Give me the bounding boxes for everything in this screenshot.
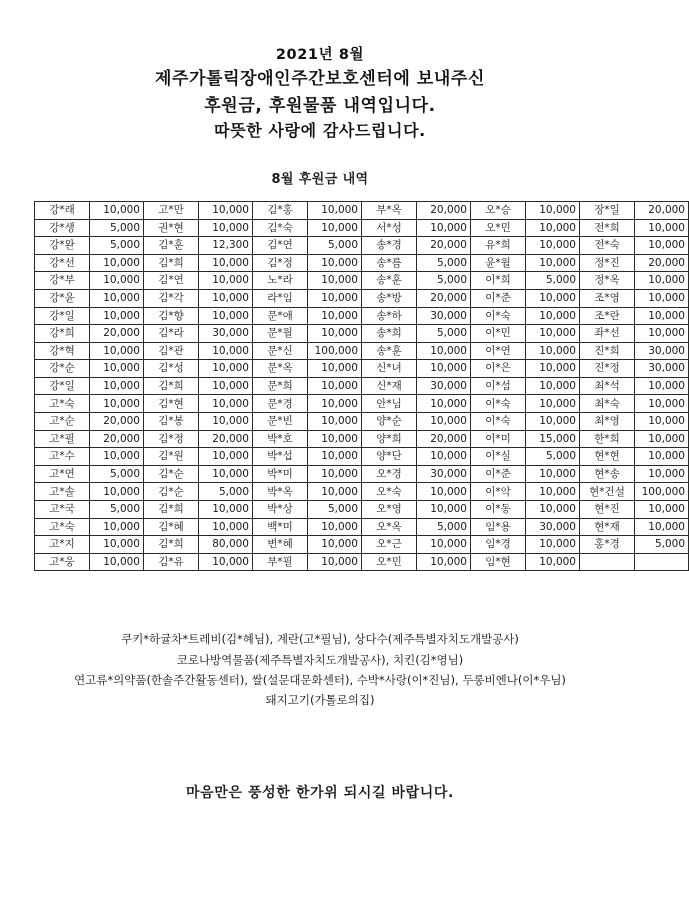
section-subtitle: 8월 후원금 내역	[271, 171, 369, 187]
donor-amount-cell: 5,000	[90, 219, 144, 237]
donor-name-cell: 변*혜	[253, 536, 308, 554]
donor-name-cell: 좌*선	[580, 325, 635, 343]
donor-amount-cell: 20,000	[90, 413, 144, 431]
donor-name-cell: 오*승	[471, 201, 526, 219]
donor-name-cell: 조*영	[580, 289, 635, 307]
donor-amount-cell: 5,000	[526, 272, 580, 290]
donor-amount-cell: 30,000	[635, 342, 689, 360]
donor-name-cell: 이*준	[471, 289, 526, 307]
donor-amount-cell: 10,000	[635, 448, 689, 466]
donor-amount-cell: 10,000	[308, 219, 362, 237]
donor-amount-cell: 10,000	[308, 465, 362, 483]
donor-amount-cell: 10,000	[90, 360, 144, 378]
donor-amount-cell: 10,000	[526, 360, 580, 378]
donor-amount-cell: 10,000	[308, 360, 362, 378]
donor-name-cell: 고*웅	[35, 553, 90, 571]
donor-name-cell: 양*단	[362, 448, 417, 466]
donor-amount-cell: 10,000	[526, 307, 580, 325]
donor-amount-cell: 10,000	[199, 360, 253, 378]
donor-amount-cell: 10,000	[526, 254, 580, 272]
table-cell-empty	[635, 553, 689, 571]
donor-name-cell: 노*라	[253, 272, 308, 290]
donor-amount-cell: 30,000	[199, 325, 253, 343]
donor-amount-cell: 10,000	[199, 307, 253, 325]
donor-name-cell: 서*성	[362, 219, 417, 237]
donor-amount-cell: 10,000	[526, 553, 580, 571]
donor-amount-cell: 10,000	[308, 377, 362, 395]
table-row	[35, 272, 689, 290]
donor-amount-cell: 20,000	[635, 201, 689, 219]
donor-amount-cell: 30,000	[417, 377, 471, 395]
donor-name-cell: 양*희	[362, 430, 417, 448]
donor-name-cell: 김*라	[144, 325, 199, 343]
donor-name-cell: 고*지	[35, 536, 90, 554]
donor-name-cell: 오*옥	[362, 518, 417, 536]
donor-amount-cell: 10,000	[90, 307, 144, 325]
donor-amount-cell: 10,000	[90, 518, 144, 536]
table-row	[35, 553, 689, 571]
donor-name-cell: 문*경	[253, 395, 308, 413]
goods-line-4: 돼지고기(가톨로의집)	[265, 692, 375, 707]
donor-name-cell: 홍*경	[580, 536, 635, 554]
donor-name-cell: 강*래	[35, 201, 90, 219]
goods-line-2: 코로나방역물품(제주특별자치도개발공사), 치킨(김*영님)	[176, 652, 464, 667]
table-row	[35, 465, 689, 483]
donor-name-cell: 김*원	[144, 448, 199, 466]
donor-name-cell: 강*순	[35, 360, 90, 378]
donor-amount-cell: 10,000	[199, 518, 253, 536]
donor-name-cell: 김*희	[144, 501, 199, 519]
donor-name-cell: 전*희	[580, 219, 635, 237]
donor-amount-cell: 10,000	[90, 483, 144, 501]
donor-name-cell: 장*일	[580, 201, 635, 219]
donor-name-cell: 정*옥	[580, 272, 635, 290]
donor-amount-cell: 5,000	[90, 237, 144, 255]
donor-name-cell: 오*영	[362, 501, 417, 519]
donor-amount-cell: 10,000	[199, 395, 253, 413]
donor-amount-cell: 10,000	[635, 325, 689, 343]
donor-amount-cell: 10,000	[635, 518, 689, 536]
donor-name-cell: 이*민	[471, 325, 526, 343]
donor-amount-cell: 20,000	[417, 201, 471, 219]
donor-amount-cell: 10,000	[526, 501, 580, 519]
table-row	[35, 360, 689, 378]
donor-name-cell: 진*정	[580, 360, 635, 378]
donor-name-cell: 김*연	[253, 237, 308, 255]
donor-amount-cell: 5,000	[308, 501, 362, 519]
donor-name-cell: 고*필	[35, 430, 90, 448]
donor-name-cell: 조*란	[580, 307, 635, 325]
donor-amount-cell: 10,000	[417, 342, 471, 360]
donor-name-cell: 김*순	[144, 465, 199, 483]
table-row	[35, 325, 689, 343]
donor-name-cell: 송*훈	[362, 272, 417, 290]
donor-amount-cell: 10,000	[417, 360, 471, 378]
donor-amount-cell: 20,000	[199, 430, 253, 448]
donor-amount-cell: 10,000	[635, 501, 689, 519]
donor-name-cell: 김*봉	[144, 413, 199, 431]
donor-name-cell: 이*은	[471, 360, 526, 378]
donor-amount-cell: 10,000	[199, 219, 253, 237]
donor-amount-cell: 20,000	[635, 254, 689, 272]
donor-amount-cell: 10,000	[199, 448, 253, 466]
donor-name-cell: 김*홍	[253, 201, 308, 219]
donor-amount-cell: 10,000	[526, 219, 580, 237]
donor-name-cell: 송*희	[362, 325, 417, 343]
document-header	[34, 0, 606, 144]
donor-amount-cell: 10,000	[199, 342, 253, 360]
donor-name-cell: 문*월	[253, 325, 308, 343]
donor-name-cell: 송*하	[362, 307, 417, 325]
donor-name-cell: 임*경	[471, 536, 526, 554]
donor-amount-cell: 80,000	[199, 536, 253, 554]
donor-amount-cell: 100,000	[635, 483, 689, 501]
donor-name-cell: 김*현	[144, 395, 199, 413]
donor-amount-cell: 10,000	[635, 272, 689, 290]
donor-amount-cell: 10,000	[526, 237, 580, 255]
donor-name-cell: 강*희	[35, 325, 90, 343]
donor-amount-cell: 10,000	[635, 395, 689, 413]
table-row	[35, 237, 689, 255]
donor-amount-cell: 10,000	[90, 201, 144, 219]
header-line-1: 2021년 8월	[275, 47, 365, 63]
donor-name-cell: 윤*월	[471, 254, 526, 272]
donor-amount-cell: 10,000	[526, 536, 580, 554]
donor-name-cell: 한*희	[580, 430, 635, 448]
donor-name-cell: 진*희	[580, 342, 635, 360]
donor-name-cell: 부*옥	[362, 201, 417, 219]
donor-amount-cell: 10,000	[308, 325, 362, 343]
donor-amount-cell: 20,000	[90, 325, 144, 343]
donor-amount-cell: 10,000	[417, 413, 471, 431]
donor-name-cell: 강*선	[35, 254, 90, 272]
donor-amount-cell: 10,000	[308, 254, 362, 272]
donor-amount-cell: 10,000	[308, 289, 362, 307]
donor-amount-cell: 20,000	[417, 430, 471, 448]
donor-amount-cell: 10,000	[199, 413, 253, 431]
donor-amount-cell: 10,000	[90, 395, 144, 413]
donor-amount-cell: 10,000	[90, 289, 144, 307]
donor-name-cell: 고*국	[35, 501, 90, 519]
table-row	[35, 201, 689, 219]
donor-amount-cell: 20,000	[90, 430, 144, 448]
donor-name-cell: 현*건설	[580, 483, 635, 501]
table-row	[35, 448, 689, 466]
donor-amount-cell: 10,000	[526, 201, 580, 219]
donor-name-cell: 문*빈	[253, 413, 308, 431]
donor-name-cell: 이*희	[471, 272, 526, 290]
donor-name-cell: 이*준	[471, 465, 526, 483]
donor-name-cell: 안*님	[362, 395, 417, 413]
donor-amount-cell: 10,000	[308, 307, 362, 325]
donor-name-cell: 오*민	[471, 219, 526, 237]
donor-amount-cell: 10,000	[308, 413, 362, 431]
donor-name-cell: 김*희	[144, 254, 199, 272]
donor-amount-cell: 10,000	[417, 501, 471, 519]
donor-name-cell: 문*희	[253, 377, 308, 395]
donor-name-cell: 김*성	[144, 360, 199, 378]
table-row	[35, 254, 689, 272]
donor-amount-cell: 30,000	[526, 518, 580, 536]
table-row	[35, 289, 689, 307]
donor-name-cell: 고*연	[35, 465, 90, 483]
donor-amount-cell: 10,000	[635, 413, 689, 431]
donor-amount-cell: 10,000	[90, 377, 144, 395]
donor-amount-cell: 10,000	[90, 342, 144, 360]
donor-amount-cell: 20,000	[417, 237, 471, 255]
donor-name-cell: 김*향	[144, 307, 199, 325]
donor-amount-cell: 10,000	[308, 536, 362, 554]
table-cell-empty	[580, 553, 635, 571]
donations-table	[34, 201, 689, 571]
donor-name-cell: 양*순	[362, 413, 417, 431]
goods-line-1: 쿠키*하귤차*트레비(김*혜님), 계란(고*필님), 상다수(제주특별자치도개발공사)	[121, 632, 519, 647]
table-row	[35, 483, 689, 501]
table-row	[35, 377, 689, 395]
donor-name-cell: 송*경	[362, 237, 417, 255]
donor-name-cell: 김*관	[144, 342, 199, 360]
donor-name-cell: 전*숙	[580, 237, 635, 255]
donor-name-cell: 강*부	[35, 272, 90, 290]
donor-amount-cell: 30,000	[635, 360, 689, 378]
donor-name-cell: 문*애	[253, 307, 308, 325]
donor-name-cell: 유*희	[471, 237, 526, 255]
donor-name-cell: 고*숙	[35, 395, 90, 413]
donor-amount-cell: 10,000	[308, 553, 362, 571]
donor-name-cell: 고*순	[35, 413, 90, 431]
donor-amount-cell: 10,000	[417, 219, 471, 237]
donor-amount-cell: 10,000	[417, 553, 471, 571]
donor-amount-cell: 5,000	[417, 325, 471, 343]
donor-amount-cell: 10,000	[199, 254, 253, 272]
donor-amount-cell: 10,000	[308, 201, 362, 219]
donor-name-cell: 이*미	[471, 430, 526, 448]
donor-amount-cell: 10,000	[635, 430, 689, 448]
donor-amount-cell: 10,000	[199, 377, 253, 395]
donor-amount-cell: 10,000	[526, 377, 580, 395]
donor-name-cell: 김*순	[144, 483, 199, 501]
donor-amount-cell: 10,000	[308, 518, 362, 536]
header-line-2: 제주가톨릭장애인주간보호센터에 보내주신	[155, 69, 485, 90]
donor-amount-cell: 10,000	[526, 289, 580, 307]
donor-name-cell: 박*옥	[253, 483, 308, 501]
donor-name-cell: 송*훈	[362, 342, 417, 360]
donor-amount-cell: 10,000	[526, 395, 580, 413]
donor-name-cell: 고*수	[35, 448, 90, 466]
donor-name-cell: 이*악	[471, 483, 526, 501]
donor-amount-cell: 10,000	[635, 377, 689, 395]
donor-amount-cell: 10,000	[199, 201, 253, 219]
donor-name-cell: 이*연	[471, 342, 526, 360]
donor-amount-cell: 10,000	[199, 465, 253, 483]
donor-name-cell: 김*정	[144, 430, 199, 448]
donor-amount-cell: 5,000	[635, 536, 689, 554]
donor-amount-cell: 5,000	[417, 272, 471, 290]
donor-name-cell: 이*실	[471, 448, 526, 466]
donor-amount-cell: 10,000	[90, 254, 144, 272]
donor-amount-cell: 10,000	[90, 272, 144, 290]
donor-name-cell: 이*숙	[471, 395, 526, 413]
donor-amount-cell: 10,000	[199, 501, 253, 519]
donor-name-cell: 김*유	[144, 553, 199, 571]
donor-amount-cell: 12,300	[199, 237, 253, 255]
donor-amount-cell: 10,000	[308, 395, 362, 413]
header-line-3: 후원금, 후원물품 내역입니다.	[204, 95, 436, 116]
donor-amount-cell: 5,000	[199, 483, 253, 501]
donor-amount-cell: 10,000	[199, 272, 253, 290]
donor-amount-cell: 10,000	[417, 483, 471, 501]
table-row	[35, 430, 689, 448]
donor-amount-cell: 10,000	[308, 483, 362, 501]
donor-amount-cell: 10,000	[417, 395, 471, 413]
donor-name-cell: 임*현	[471, 553, 526, 571]
donor-amount-cell: 10,000	[526, 465, 580, 483]
donor-name-cell: 최*영	[580, 413, 635, 431]
donor-name-cell: 이*동	[471, 501, 526, 519]
donor-amount-cell: 5,000	[90, 465, 144, 483]
donor-amount-cell: 10,000	[526, 342, 580, 360]
donor-name-cell: 오*근	[362, 536, 417, 554]
donor-amount-cell: 15,000	[526, 430, 580, 448]
donor-name-cell: 강*혁	[35, 342, 90, 360]
donor-name-cell: 김*훈	[144, 237, 199, 255]
donor-name-cell: 문*옥	[253, 360, 308, 378]
donor-name-cell: 최*석	[580, 377, 635, 395]
donor-name-cell: 라*임	[253, 289, 308, 307]
donor-name-cell: 권*현	[144, 219, 199, 237]
donor-amount-cell: 10,000	[635, 307, 689, 325]
table-row	[35, 536, 689, 554]
donor-amount-cell: 10,000	[308, 430, 362, 448]
table-row	[35, 501, 689, 519]
goods-line-3: 연고류*의약품(한솔주간활동센터), 쌀(설문대문화센터), 수박*사랑(이*진님), 두롱비엔나(이*우님)	[74, 672, 566, 687]
donor-name-cell: 고*솔	[35, 483, 90, 501]
donor-name-cell: 현*진	[580, 501, 635, 519]
donor-name-cell: 김*숙	[253, 219, 308, 237]
donor-name-cell: 현*재	[580, 518, 635, 536]
donor-name-cell: 오*경	[362, 465, 417, 483]
donor-name-cell: 임*용	[471, 518, 526, 536]
donor-amount-cell: 10,000	[90, 448, 144, 466]
donor-name-cell: 부*필	[253, 553, 308, 571]
donor-name-cell: 이*숙	[471, 307, 526, 325]
donor-name-cell: 정*진	[580, 254, 635, 272]
donor-name-cell: 박*상	[253, 501, 308, 519]
donor-amount-cell: 20,000	[417, 289, 471, 307]
donor-amount-cell: 10,000	[635, 219, 689, 237]
donor-amount-cell: 5,000	[417, 518, 471, 536]
donor-name-cell: 김*연	[144, 272, 199, 290]
donor-name-cell: 강*일	[35, 307, 90, 325]
donor-name-cell: 강*생	[35, 219, 90, 237]
donor-name-cell: 현*송	[580, 465, 635, 483]
donor-name-cell: 김*희	[144, 377, 199, 395]
donor-name-cell: 송*방	[362, 289, 417, 307]
donor-name-cell: 신*재	[362, 377, 417, 395]
donor-amount-cell: 10,000	[526, 325, 580, 343]
donor-name-cell: 오*숙	[362, 483, 417, 501]
donations-table-body	[35, 201, 689, 570]
donor-amount-cell: 10,000	[635, 289, 689, 307]
donor-amount-cell: 10,000	[308, 272, 362, 290]
table-row	[35, 395, 689, 413]
donor-name-cell: 현*현	[580, 448, 635, 466]
donor-name-cell: 박*섭	[253, 448, 308, 466]
donor-amount-cell: 100,000	[308, 342, 362, 360]
donor-amount-cell: 10,000	[635, 465, 689, 483]
closing-message: 마음만은 풍성한 한가위 되시길 바랍니다.	[186, 784, 454, 801]
donor-amount-cell: 5,000	[417, 254, 471, 272]
donor-name-cell: 송*름	[362, 254, 417, 272]
donor-amount-cell: 30,000	[417, 465, 471, 483]
donor-name-cell: 고*만	[144, 201, 199, 219]
table-row	[35, 518, 689, 536]
donor-amount-cell: 10,000	[199, 289, 253, 307]
header-line-4: 따뜻한 사랑에 감사드립니다.	[214, 121, 426, 141]
donor-amount-cell: 10,000	[526, 483, 580, 501]
donor-name-cell: 김*희	[144, 536, 199, 554]
donor-name-cell: 이*섬	[471, 377, 526, 395]
donor-name-cell: 강*윤	[35, 289, 90, 307]
table-row	[35, 413, 689, 431]
donor-name-cell: 고*숙	[35, 518, 90, 536]
donor-amount-cell: 5,000	[308, 237, 362, 255]
donor-name-cell: 강*일	[35, 377, 90, 395]
donor-name-cell: 박*미	[253, 465, 308, 483]
donor-name-cell: 문*신	[253, 342, 308, 360]
table-row	[35, 342, 689, 360]
donor-name-cell: 김*정	[253, 254, 308, 272]
donor-amount-cell: 30,000	[417, 307, 471, 325]
donor-name-cell: 김*혜	[144, 518, 199, 536]
donor-amount-cell: 10,000	[635, 237, 689, 255]
donor-name-cell: 최*숙	[580, 395, 635, 413]
donor-amount-cell: 10,000	[417, 536, 471, 554]
donor-amount-cell: 5,000	[90, 501, 144, 519]
donor-name-cell: 신*녀	[362, 360, 417, 378]
donor-name-cell: 오*민	[362, 553, 417, 571]
table-row	[35, 307, 689, 325]
donor-amount-cell: 10,000	[90, 536, 144, 554]
donor-amount-cell: 5,000	[526, 448, 580, 466]
donor-name-cell: 백*미	[253, 518, 308, 536]
donor-name-cell: 김*각	[144, 289, 199, 307]
donor-amount-cell: 10,000	[417, 448, 471, 466]
donor-amount-cell: 10,000	[199, 553, 253, 571]
donor-name-cell: 이*숙	[471, 413, 526, 431]
donor-amount-cell: 10,000	[526, 413, 580, 431]
donor-name-cell: 박*호	[253, 430, 308, 448]
table-row	[35, 219, 689, 237]
donor-amount-cell: 10,000	[308, 448, 362, 466]
donor-name-cell: 강*완	[35, 237, 90, 255]
donated-goods-list	[34, 629, 606, 710]
donor-amount-cell: 10,000	[90, 553, 144, 571]
